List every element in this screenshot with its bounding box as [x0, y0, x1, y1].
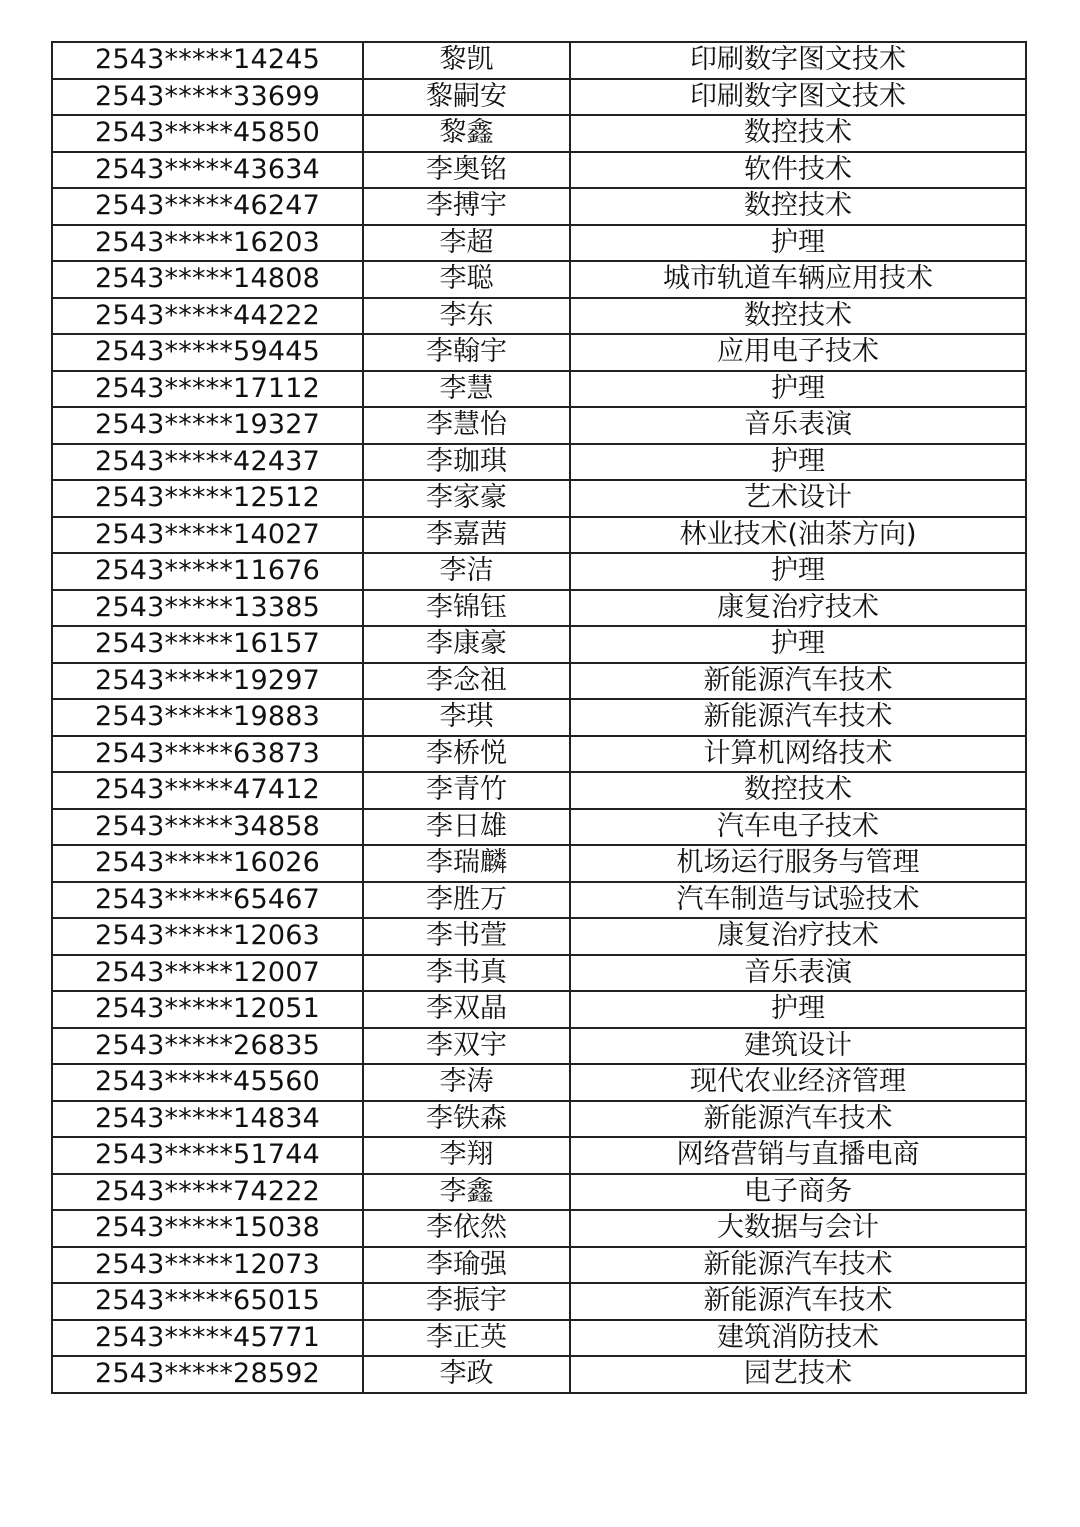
student-name-cell: 李慧	[363, 371, 570, 408]
table-row	[52, 991, 1026, 1028]
candidate-id-cell: 2543*****45771	[52, 1320, 363, 1357]
candidate-id-cell: 2543*****13385	[52, 590, 363, 627]
candidate-id-cell: 2543*****19327	[52, 407, 363, 444]
major-cell: 印刷数字图文技术	[570, 42, 1026, 79]
candidate-id-cell: 2543*****14245	[52, 42, 363, 79]
major-cell: 护理	[570, 626, 1026, 663]
candidate-id-cell: 2543*****14027	[52, 517, 363, 554]
candidate-id-cell: 2543*****43634	[52, 152, 363, 189]
table-row	[52, 699, 1026, 736]
candidate-id-cell: 2543*****42437	[52, 444, 363, 481]
candidate-id-cell: 2543*****12007	[52, 955, 363, 992]
major-cell: 数控技术	[570, 772, 1026, 809]
candidate-id-cell: 2543*****34858	[52, 809, 363, 846]
candidate-id-cell: 2543*****33699	[52, 79, 363, 116]
table-row	[52, 480, 1026, 517]
major-cell: 音乐表演	[570, 407, 1026, 444]
table-row	[52, 152, 1026, 189]
student-name-cell: 李翰宇	[363, 334, 570, 371]
student-name-cell: 李瑞麟	[363, 845, 570, 882]
table-row	[52, 79, 1026, 116]
candidate-id-cell: 2543*****16203	[52, 225, 363, 262]
table-row	[52, 1247, 1026, 1284]
candidate-id-cell: 2543*****12512	[52, 480, 363, 517]
student-name-cell: 李双宇	[363, 1028, 570, 1065]
major-cell: 城市轨道车辆应用技术	[570, 261, 1026, 298]
major-cell: 机场运行服务与管理	[570, 845, 1026, 882]
major-cell: 园艺技术	[570, 1356, 1026, 1393]
table-row	[52, 1174, 1026, 1211]
student-name-cell: 李锦钰	[363, 590, 570, 627]
student-name-cell: 李慧怡	[363, 407, 570, 444]
student-roster-table	[51, 41, 1027, 1394]
candidate-id-cell: 2543*****59445	[52, 334, 363, 371]
student-name-cell: 李念祖	[363, 663, 570, 700]
student-name-cell: 李日雄	[363, 809, 570, 846]
major-cell: 音乐表演	[570, 955, 1026, 992]
major-cell: 新能源汽车技术	[570, 1283, 1026, 1320]
table-row	[52, 1064, 1026, 1101]
major-cell: 新能源汽车技术	[570, 699, 1026, 736]
table-row	[52, 626, 1026, 663]
major-cell: 网络营销与直播电商	[570, 1137, 1026, 1174]
table-row	[52, 882, 1026, 919]
student-name-cell: 李康豪	[363, 626, 570, 663]
major-cell: 新能源汽车技术	[570, 1247, 1026, 1284]
candidate-id-cell: 2543*****19297	[52, 663, 363, 700]
student-name-cell: 李家豪	[363, 480, 570, 517]
student-name-cell: 李嘉茜	[363, 517, 570, 554]
table-row	[52, 334, 1026, 371]
table-row	[52, 736, 1026, 773]
student-name-cell: 李奥铭	[363, 152, 570, 189]
student-name-cell: 李翔	[363, 1137, 570, 1174]
student-name-cell: 李鑫	[363, 1174, 570, 1211]
major-cell: 建筑消防技术	[570, 1320, 1026, 1357]
student-name-cell: 李东	[363, 298, 570, 335]
major-cell: 计算机网络技术	[570, 736, 1026, 773]
table-row	[52, 809, 1026, 846]
candidate-id-cell: 2543*****74222	[52, 1174, 363, 1211]
student-name-cell: 李涛	[363, 1064, 570, 1101]
student-name-cell: 李桥悦	[363, 736, 570, 773]
major-cell: 汽车电子技术	[570, 809, 1026, 846]
candidate-id-cell: 2543*****65015	[52, 1283, 363, 1320]
candidate-id-cell: 2543*****63873	[52, 736, 363, 773]
student-name-cell: 李书真	[363, 955, 570, 992]
candidate-id-cell: 2543*****14834	[52, 1101, 363, 1138]
student-name-cell: 李正英	[363, 1320, 570, 1357]
candidate-id-cell: 2543*****44222	[52, 298, 363, 335]
candidate-id-cell: 2543*****17112	[52, 371, 363, 408]
table-row	[52, 188, 1026, 225]
major-cell: 现代农业经济管理	[570, 1064, 1026, 1101]
candidate-id-cell: 2543*****16026	[52, 845, 363, 882]
table-row	[52, 1356, 1026, 1393]
major-cell: 护理	[570, 991, 1026, 1028]
table-row	[52, 1210, 1026, 1247]
major-cell: 应用电子技术	[570, 334, 1026, 371]
table-row	[52, 553, 1026, 590]
student-name-cell: 黎凯	[363, 42, 570, 79]
major-cell: 护理	[570, 444, 1026, 481]
student-name-cell: 李振宇	[363, 1283, 570, 1320]
major-cell: 数控技术	[570, 188, 1026, 225]
major-cell: 建筑设计	[570, 1028, 1026, 1065]
major-cell: 康复治疗技术	[570, 590, 1026, 627]
major-cell: 数控技术	[570, 115, 1026, 152]
table-row	[52, 517, 1026, 554]
table-row	[52, 371, 1026, 408]
table-row	[52, 1028, 1026, 1065]
candidate-id-cell: 2543*****14808	[52, 261, 363, 298]
major-cell: 艺术设计	[570, 480, 1026, 517]
table-row	[52, 444, 1026, 481]
candidate-id-cell: 2543*****12051	[52, 991, 363, 1028]
candidate-id-cell: 2543*****47412	[52, 772, 363, 809]
major-cell: 汽车制造与试验技术	[570, 882, 1026, 919]
table-row	[52, 1101, 1026, 1138]
major-cell: 护理	[570, 225, 1026, 262]
student-name-cell: 李洁	[363, 553, 570, 590]
candidate-id-cell: 2543*****16157	[52, 626, 363, 663]
candidate-id-cell: 2543*****51744	[52, 1137, 363, 1174]
candidate-id-cell: 2543*****28592	[52, 1356, 363, 1393]
table-row	[52, 918, 1026, 955]
student-name-cell: 李胜万	[363, 882, 570, 919]
major-cell: 大数据与会计	[570, 1210, 1026, 1247]
candidate-id-cell: 2543*****11676	[52, 553, 363, 590]
student-name-cell: 李瑜强	[363, 1247, 570, 1284]
student-name-cell: 黎鑫	[363, 115, 570, 152]
major-cell: 康复治疗技术	[570, 918, 1026, 955]
candidate-id-cell: 2543*****26835	[52, 1028, 363, 1065]
student-name-cell: 李双晶	[363, 991, 570, 1028]
major-cell: 林业技术(油茶方向)	[570, 517, 1026, 554]
table-row	[52, 845, 1026, 882]
candidate-id-cell: 2543*****12073	[52, 1247, 363, 1284]
major-cell: 护理	[570, 553, 1026, 590]
candidate-id-cell: 2543*****15038	[52, 1210, 363, 1247]
table-row	[52, 298, 1026, 335]
table-row	[52, 663, 1026, 700]
major-cell: 新能源汽车技术	[570, 663, 1026, 700]
student-name-cell: 李青竹	[363, 772, 570, 809]
student-name-cell: 李书萱	[363, 918, 570, 955]
candidate-id-cell: 2543*****65467	[52, 882, 363, 919]
student-name-cell: 黎嗣安	[363, 79, 570, 116]
student-name-cell: 李超	[363, 225, 570, 262]
table-row	[52, 1320, 1026, 1357]
major-cell: 印刷数字图文技术	[570, 79, 1026, 116]
table-row	[52, 772, 1026, 809]
table-row	[52, 590, 1026, 627]
table-row	[52, 261, 1026, 298]
student-name-cell: 李聪	[363, 261, 570, 298]
table-row	[52, 225, 1026, 262]
table-row	[52, 955, 1026, 992]
student-name-cell: 李珈琪	[363, 444, 570, 481]
major-cell: 护理	[570, 371, 1026, 408]
table-row	[52, 407, 1026, 444]
major-cell: 数控技术	[570, 298, 1026, 335]
candidate-id-cell: 2543*****45850	[52, 115, 363, 152]
table-row	[52, 115, 1026, 152]
candidate-id-cell: 2543*****45560	[52, 1064, 363, 1101]
table-row	[52, 42, 1026, 79]
table-row	[52, 1283, 1026, 1320]
student-name-cell: 李依然	[363, 1210, 570, 1247]
major-cell: 软件技术	[570, 152, 1026, 189]
student-name-cell: 李搏宇	[363, 188, 570, 225]
student-name-cell: 李琪	[363, 699, 570, 736]
candidate-id-cell: 2543*****19883	[52, 699, 363, 736]
candidate-id-cell: 2543*****12063	[52, 918, 363, 955]
student-name-cell: 李铁森	[363, 1101, 570, 1138]
major-cell: 新能源汽车技术	[570, 1101, 1026, 1138]
roster-body	[52, 42, 1026, 1393]
candidate-id-cell: 2543*****46247	[52, 188, 363, 225]
major-cell: 电子商务	[570, 1174, 1026, 1211]
table-row	[52, 1137, 1026, 1174]
student-name-cell: 李政	[363, 1356, 570, 1393]
